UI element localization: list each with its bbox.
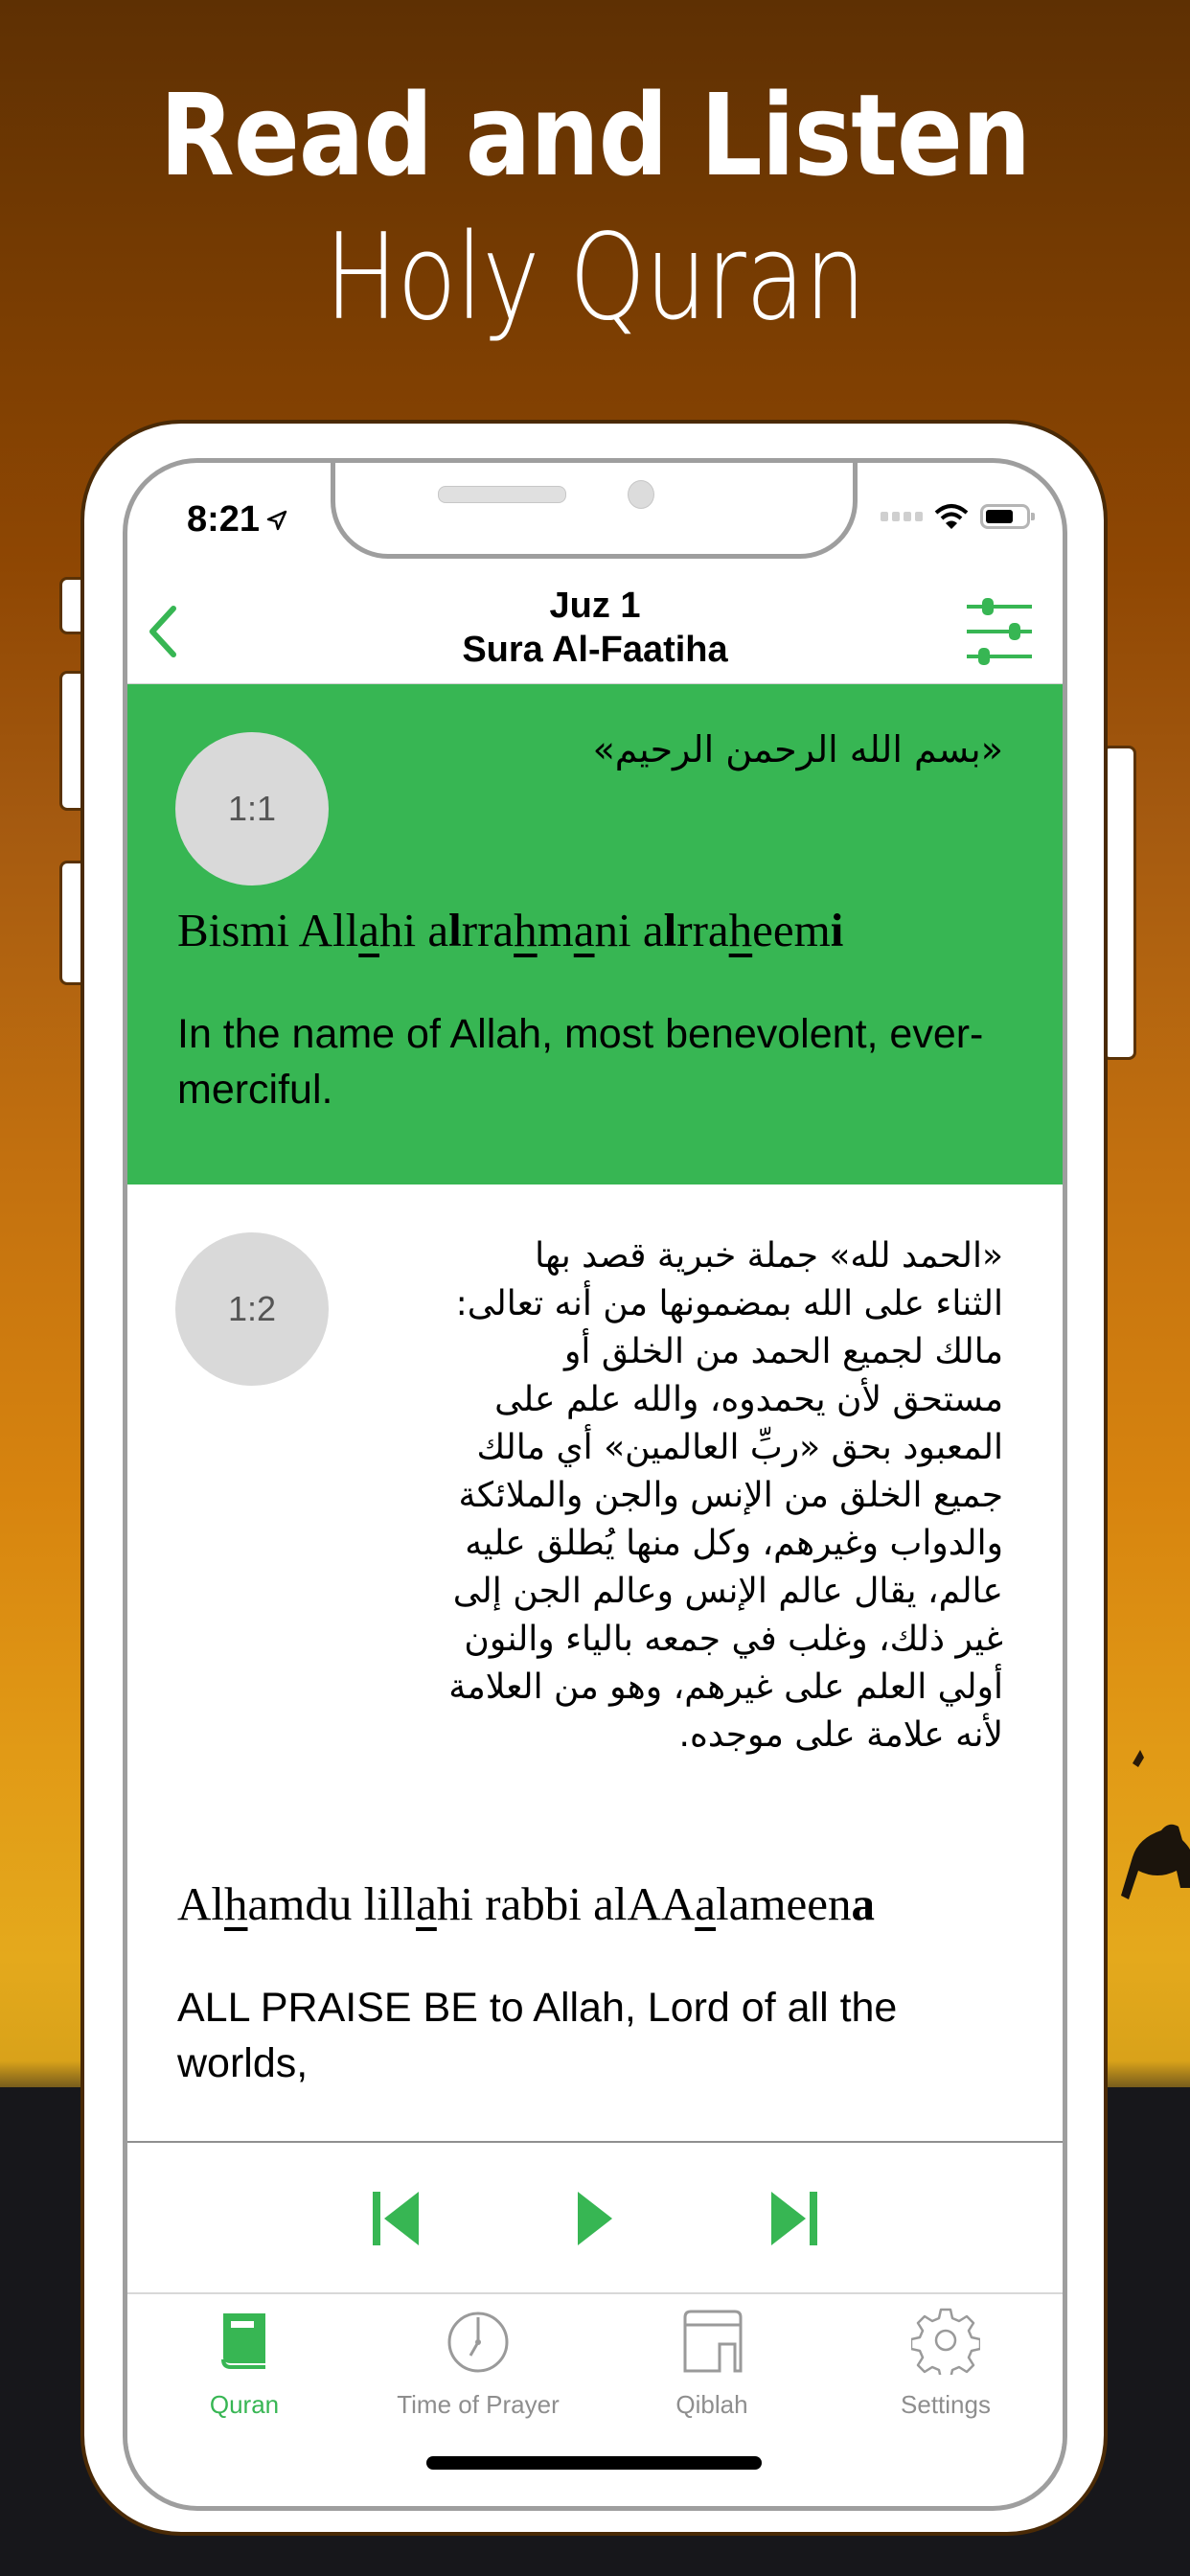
promo-subheadline: Holy Quran — [324, 209, 866, 347]
tab-label: Time of Prayer — [397, 2390, 560, 2419]
tab-label: Settings — [901, 2390, 991, 2419]
juz-title: Juz 1 — [549, 586, 641, 626]
book-icon — [210, 2306, 279, 2375]
verse-arabic-text: «الحمد لله» جملة خبرية قصد بها الثناء على الله بمضمونها من أنه تعالى: مالك لجميع الحمد من الخلق أو مستحق لأن يحمدوه، والله علم على المعبود بحق «ربِّ العالمين» أي مالك جميع الخلق من الإنس والجن والملائكة والدواب وغيرهم، وكل منها يُطلق عليه عالم، يقال عالم الإنس وعالم الجن إلى غير ذلك، وغلب في جمعه بالياء والنون أولي العلم على غيرهم، وهو من العلامة لأنه علامة على موجده. — [448, 1236, 1003, 1755]
verse-row-1-2[interactable] — [127, 1184, 1063, 2141]
speaker-grille — [438, 486, 566, 503]
camel-rider-silhouette-icon — [1104, 1725, 1190, 2108]
status-indicators — [881, 503, 1030, 530]
battery-icon — [980, 504, 1030, 529]
tab-quran[interactable] — [127, 2306, 361, 2420]
wifi-icon — [934, 503, 969, 530]
kaaba-icon — [677, 2306, 746, 2375]
verse-arabic-text: «بسم الله الرحمن الرحيم» — [592, 728, 1003, 770]
play-button[interactable] — [568, 2190, 622, 2247]
status-time-text: 8:21 — [187, 499, 261, 540]
notch — [331, 458, 858, 559]
audio-player — [127, 2141, 1063, 2294]
verse-row-1-1[interactable] — [127, 683, 1063, 1184]
tab-label: Qiblah — [675, 2390, 748, 2419]
display-settings-button[interactable] — [965, 597, 1034, 666]
cellular-signal-icon — [881, 512, 923, 521]
play-icon — [568, 2190, 622, 2247]
promo-headline: Read and Listen — [159, 69, 1031, 201]
verse-translation: ALL PRAISE BE to Allah, Lord of all the worlds, — [177, 1985, 898, 2086]
sura-title: Sura Al-Faatiha — [462, 630, 728, 670]
clock-icon — [444, 2306, 513, 2375]
tab-qiblah[interactable] — [595, 2306, 829, 2420]
verse-transliteration: Bismi Allahi alrrahmani alrraheemi — [177, 904, 844, 956]
next-verse-button[interactable] — [766, 2190, 819, 2247]
verse-number-badge: 1:2 — [175, 1232, 329, 1386]
skip-previous-icon — [371, 2190, 424, 2247]
sliders-icon — [965, 597, 1034, 666]
navigation-bar — [127, 576, 1063, 681]
status-time — [187, 499, 288, 540]
previous-verse-button[interactable] — [371, 2190, 424, 2247]
tab-time-of-prayer[interactable] — [361, 2306, 595, 2420]
phone-screen — [123, 458, 1067, 2511]
tab-settings[interactable] — [829, 2306, 1063, 2420]
verse-number-badge: 1:1 — [175, 732, 329, 886]
tab-label: Quran — [209, 2390, 280, 2419]
gear-icon — [911, 2306, 980, 2375]
front-camera — [628, 480, 654, 509]
skip-next-icon — [766, 2190, 819, 2247]
verse-transliteration: Alhamdu lillahi rabbi alAAalameena — [177, 1877, 875, 1930]
location-arrow-icon — [265, 509, 288, 532]
home-indicator[interactable] — [426, 2456, 762, 2470]
verse-translation: In the name of Allah, most benevolent, ever-merciful. — [177, 1011, 984, 1113]
